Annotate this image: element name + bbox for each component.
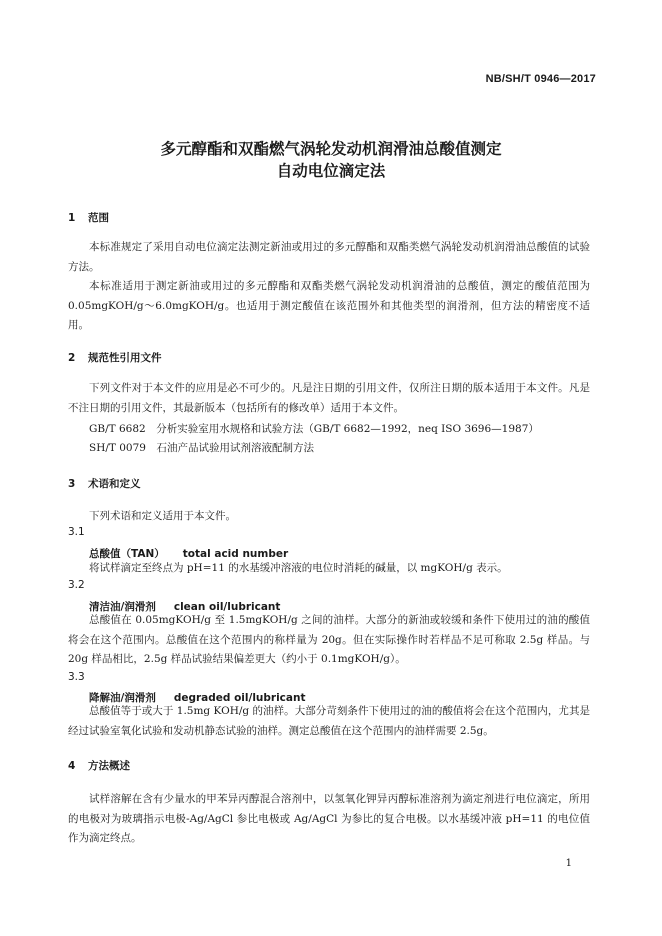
term-english: total acid number	[182, 548, 289, 560]
standard-number: NB/SH/T 0946—2017	[485, 73, 596, 85]
definition-3-2: 总酸值在 0.05mgKOH/g 至 1.5mgKOH/g 之间的油样。大部分的新油或较缓和条件下使用过的油的酸值将会在这个范围内。总酸值在这个范围内的称样量为 20g。但在实际操作时若样品不足可称取 2.5g 样品。与 20g 样品相比，2.5g 样品试验结果偏差更大（约小于 0.1mgKOH/g）。	[68, 614, 590, 665]
section-title: 术语和定义	[88, 478, 141, 490]
term-chinese: 降解油/润滑剂	[89, 692, 156, 704]
definition-3-3: 总酸值等于或大于 1.5mg KOH/g 的油样。大部分苛刻条件下使用过的油的酸值将会在这个范围内，尤其是经过试验室氧化试验和发动机静态试验的油样。测定总酸值在这个范围内的油样需要 2.5g。	[68, 705, 590, 737]
section-number: 2	[68, 352, 76, 364]
section-3-paragraph-1: 下列术语和定义适用于本文件。	[89, 510, 236, 522]
section-2-heading	[68, 350, 162, 365]
page-number: 1	[565, 858, 572, 869]
document-title-line2: 自动电位滴定法	[276, 162, 386, 180]
section-4-heading	[68, 758, 130, 773]
term-chinese: 清洁油/润滑剂	[89, 601, 156, 613]
document-title-line1: 多元醇酯和双酯燃气涡轮发动机润滑油总酸值测定	[160, 140, 502, 158]
section-1-heading	[68, 210, 109, 225]
definition-3-1: 将试样滴定至终点为 pH=11 的水基缓冲溶液的电位时消耗的碱量，以 mgKOH/g 表示。	[89, 562, 508, 574]
section-4-paragraph-1: 试样溶解在含有少量水的甲苯异丙醇混合溶剂中，以氢氧化钾异丙醇标准溶剂为滴定剂进行电位滴定，所用的电极对为玻璃指示电极-Ag/AgCl 参比电极或 Ag/AgCl 为参比的复合电极。以水基缓冲液 pH=11 的电位值作为滴定终点。	[68, 793, 590, 844]
normative-reference-2: SH/T 0079 石油产品试验用试剂溶液配制方法	[89, 442, 314, 454]
clause-3-3-number: 3.3	[68, 671, 85, 683]
section-1-paragraph-1: 本标准规定了采用自动电位滴定法测定新油或用过的多元醇酯和双酯类燃气涡轮发动机润滑油总酸值的试验方法。	[68, 241, 590, 273]
section-title: 范围	[88, 212, 109, 224]
section-1-paragraph-2: 本标准适用于测定新油或用过的多元醇酯和双酯类燃气涡轮发动机润滑油的总酸值，测定的酸值范围为 0.05mgKOH/g～6.0mgKOH/g。也适用于测定酸值在该范围外和其他类型的润滑剂，但方法的精密度不适用。	[68, 280, 590, 331]
term-chinese: 总酸值（TAN）	[89, 548, 165, 560]
clause-3-1-number: 3.1	[68, 526, 85, 538]
section-number: 3	[68, 478, 76, 490]
normative-reference-1: GB/T 6682 分析实验室用水规格和试验方法（GB/T 6682—1992，neq ISO 3696—1987）	[89, 423, 539, 435]
section-title: 方法概述	[88, 760, 130, 772]
section-title: 规范性引用文件	[88, 352, 162, 364]
section-2-paragraph-1: 下列文件对于本文件的应用是必不可少的。凡是注日期的引用文件，仅所注日期的版本适用于本文件。凡是不注日期的引用文件，其最新版本（包括所有的修改单）适用于本文件。	[68, 382, 590, 414]
section-number: 4	[68, 760, 76, 772]
clause-3-2-number: 3.2	[68, 579, 85, 591]
section-number: 1	[68, 212, 76, 224]
term-english: clean oil/lubricant	[173, 601, 281, 613]
term-english: degraded oil/lubricant	[173, 692, 306, 704]
section-3-heading	[68, 476, 141, 491]
